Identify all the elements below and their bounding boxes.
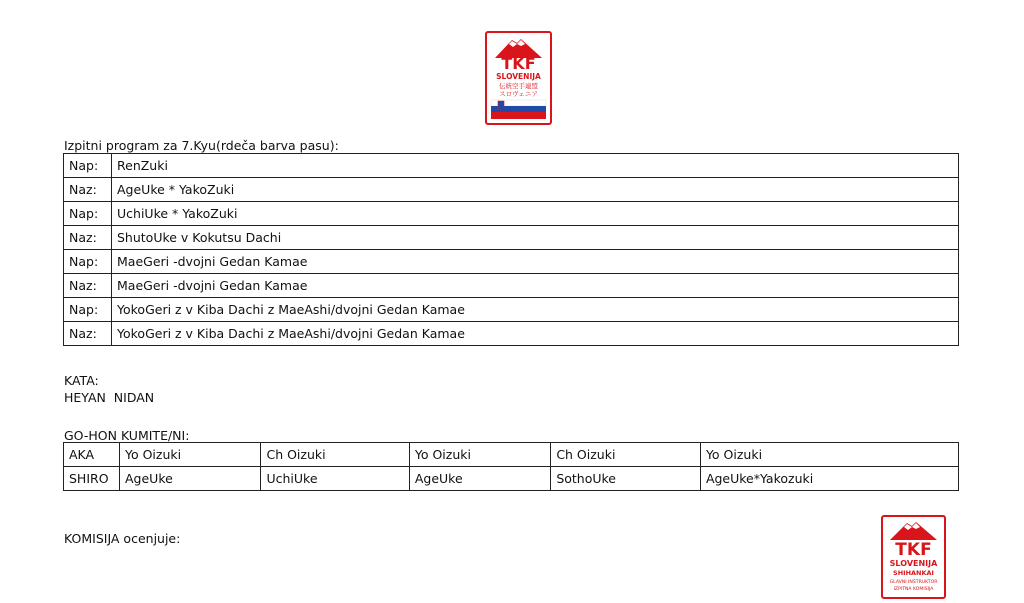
logo-name: SLOVENIJA (496, 72, 541, 81)
komisija-label: KOMISIJA ocenjuje: (64, 531, 181, 546)
exercise-technique: ShutoUke v Kokutsu Dachi (112, 226, 959, 250)
kumite-row-shiro (64, 467, 959, 491)
kumite-cell: AgeUke (120, 467, 261, 491)
exercise-row (64, 274, 959, 298)
stamp-brand: TKF (895, 540, 932, 560)
kumite-table (63, 442, 959, 491)
kumite-side: AKA (64, 443, 120, 467)
logo-brand: TKF (501, 54, 536, 73)
exercise-direction: Naz: (64, 322, 112, 346)
kumite-cell: AgeUke*Yakozuki (700, 467, 958, 491)
exercise-technique: MaeGeri -dvojni Gedan Kamae (112, 250, 959, 274)
kumite-cell: UchiUke (261, 467, 409, 491)
stamp-name: SLOVENIJA (889, 559, 938, 568)
exercise-technique: YokoGeri z v Kiba Dachi z MaeAshi/dvojni Gedan Kamae (112, 322, 959, 346)
exercise-technique: AgeUke * YakoZuki (112, 178, 959, 202)
exercise-row (64, 250, 959, 274)
stamp-line1: SHIHANKAI (893, 569, 934, 577)
exercise-row (64, 226, 959, 250)
exercise-technique: MaeGeri -dvojni Gedan Kamae (112, 274, 959, 298)
kumite-side: SHIRO (64, 467, 120, 491)
exercise-direction: Nap: (64, 154, 112, 178)
exercise-direction: Naz: (64, 274, 112, 298)
exercise-row (64, 202, 959, 226)
page-title: Izpitni program za 7.Kyu(rdeča barva pasu): (64, 138, 339, 153)
exercise-row (64, 154, 959, 178)
exercise-direction: Nap: (64, 202, 112, 226)
kumite-cell: Yo Oizuki (700, 443, 958, 467)
stamp-line2: GLAVNI INŠTRUKTOR (889, 580, 938, 585)
kumite-cell: Yo Oizuki (409, 443, 550, 467)
flag-coat-of-arms-icon (498, 101, 504, 110)
tkf-slovenija-logo (485, 31, 552, 125)
exercise-direction: Naz: (64, 226, 112, 250)
exercise-table (63, 153, 959, 346)
kumite-cell: SothoUke (551, 467, 701, 491)
kumite-cell: AgeUke (409, 467, 550, 491)
exercise-direction: Naz: (64, 178, 112, 202)
kumite-row-aka (64, 443, 959, 467)
exercise-direction: Nap: (64, 250, 112, 274)
kumite-label: GO-HON KUMITE/NI: (64, 428, 190, 443)
exercise-technique: UchiUke * YakoZuki (112, 202, 959, 226)
logo-jp-line2: スロヴェニア (499, 90, 538, 98)
exercise-row (64, 322, 959, 346)
tkf-shihankai-stamp (881, 515, 946, 599)
flag-red-stripe (491, 112, 546, 119)
exercise-direction: Nap: (64, 298, 112, 322)
logo-jp-line1: 伝統空手連盟 (499, 82, 538, 90)
kumite-cell: Ch Oizuki (261, 443, 409, 467)
kumite-cell: Ch Oizuki (551, 443, 701, 467)
exercise-row (64, 178, 959, 202)
kata-value: HEYAN NIDAN (64, 390, 155, 405)
stamp-line3: IZPITNA KOMISIJA (893, 587, 934, 592)
exercise-technique: RenZuki (112, 154, 959, 178)
exercise-row (64, 298, 959, 322)
kata-label: KATA: (64, 373, 99, 388)
kumite-cell: Yo Oizuki (120, 443, 261, 467)
exercise-technique: YokoGeri z v Kiba Dachi z MaeAshi/dvojni Gedan Kamae (112, 298, 959, 322)
mountain-icon (890, 522, 937, 540)
